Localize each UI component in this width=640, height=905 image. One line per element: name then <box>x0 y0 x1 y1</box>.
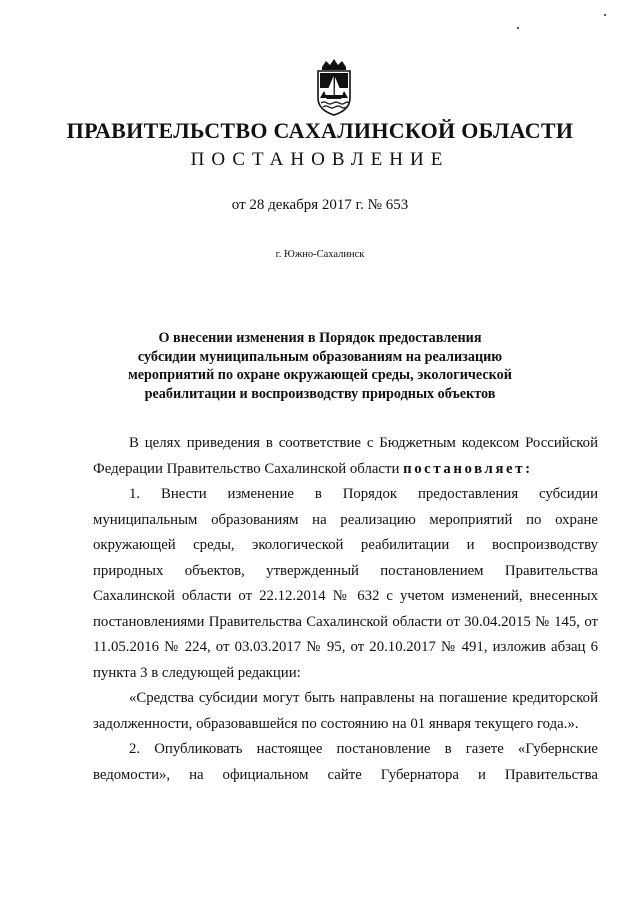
scan-speck <box>517 27 519 29</box>
preamble-text: В целях приведения в соответствие с Бюджетным кодексом Российской Федерации Правительство Сахалинской области <box>93 435 598 477</box>
item-2-paragraph: 2. Опубликовать настоящее постановление в газете «Губернские ведомости», на официальном сайте Губернатора и Правительства <box>93 741 598 783</box>
quote-paragraph: «Средства субсидии могут быть направлены на погашение кредиторской задолженности, образовавшейся по состоянию на 01 января текущего года.». <box>93 690 598 732</box>
item-1-paragraph: 1. Внести изменение в Порядок предоставления субсидии муниципальным образованиям на реализацию мероприятий по охране окружающей среды, экологической реабилитации и воспроизводству природных объектов, утвержденный постановлением Правительства Сахалинской области от 22.12.2014 № 632 с учетом изменений, внесенных постановлениями Правительства Сахалинской области от 30.04.2015 № 145, от 11.05.2016 № 224, от 03.03.2017 № 95, от 20.10.2017 № 491, изложив абзац 6 пункта 3 в следующей редакции: <box>93 486 598 681</box>
document-type: ПОСТАНОВЛЕНИЕ <box>190 149 450 170</box>
title-line: мероприятий по охране окружающей среды, экологической <box>128 367 512 383</box>
organization-name: ПРАВИТЕЛЬСТВО САХАЛИНСКОЙ ОБЛАСТИ <box>66 118 574 143</box>
preamble-paragraph <box>93 431 598 482</box>
document-title <box>120 329 520 403</box>
document-city: г. Южно-Сахалинск <box>275 249 365 260</box>
title-line: субсидии муниципальным образованиям на реализацию <box>137 348 503 365</box>
document-body <box>93 431 598 788</box>
resolve-verb: постановляет: <box>403 460 533 477</box>
document-date-number: от 28 декабря 2017 г. № 653 <box>231 197 409 213</box>
title-line: реабилитации и воспроизводству природных объектов <box>144 385 496 402</box>
title-line: О внесении изменения в Порядок предоставления <box>158 330 482 346</box>
scan-speck <box>604 14 606 16</box>
coat-of-arms-icon <box>313 58 355 116</box>
